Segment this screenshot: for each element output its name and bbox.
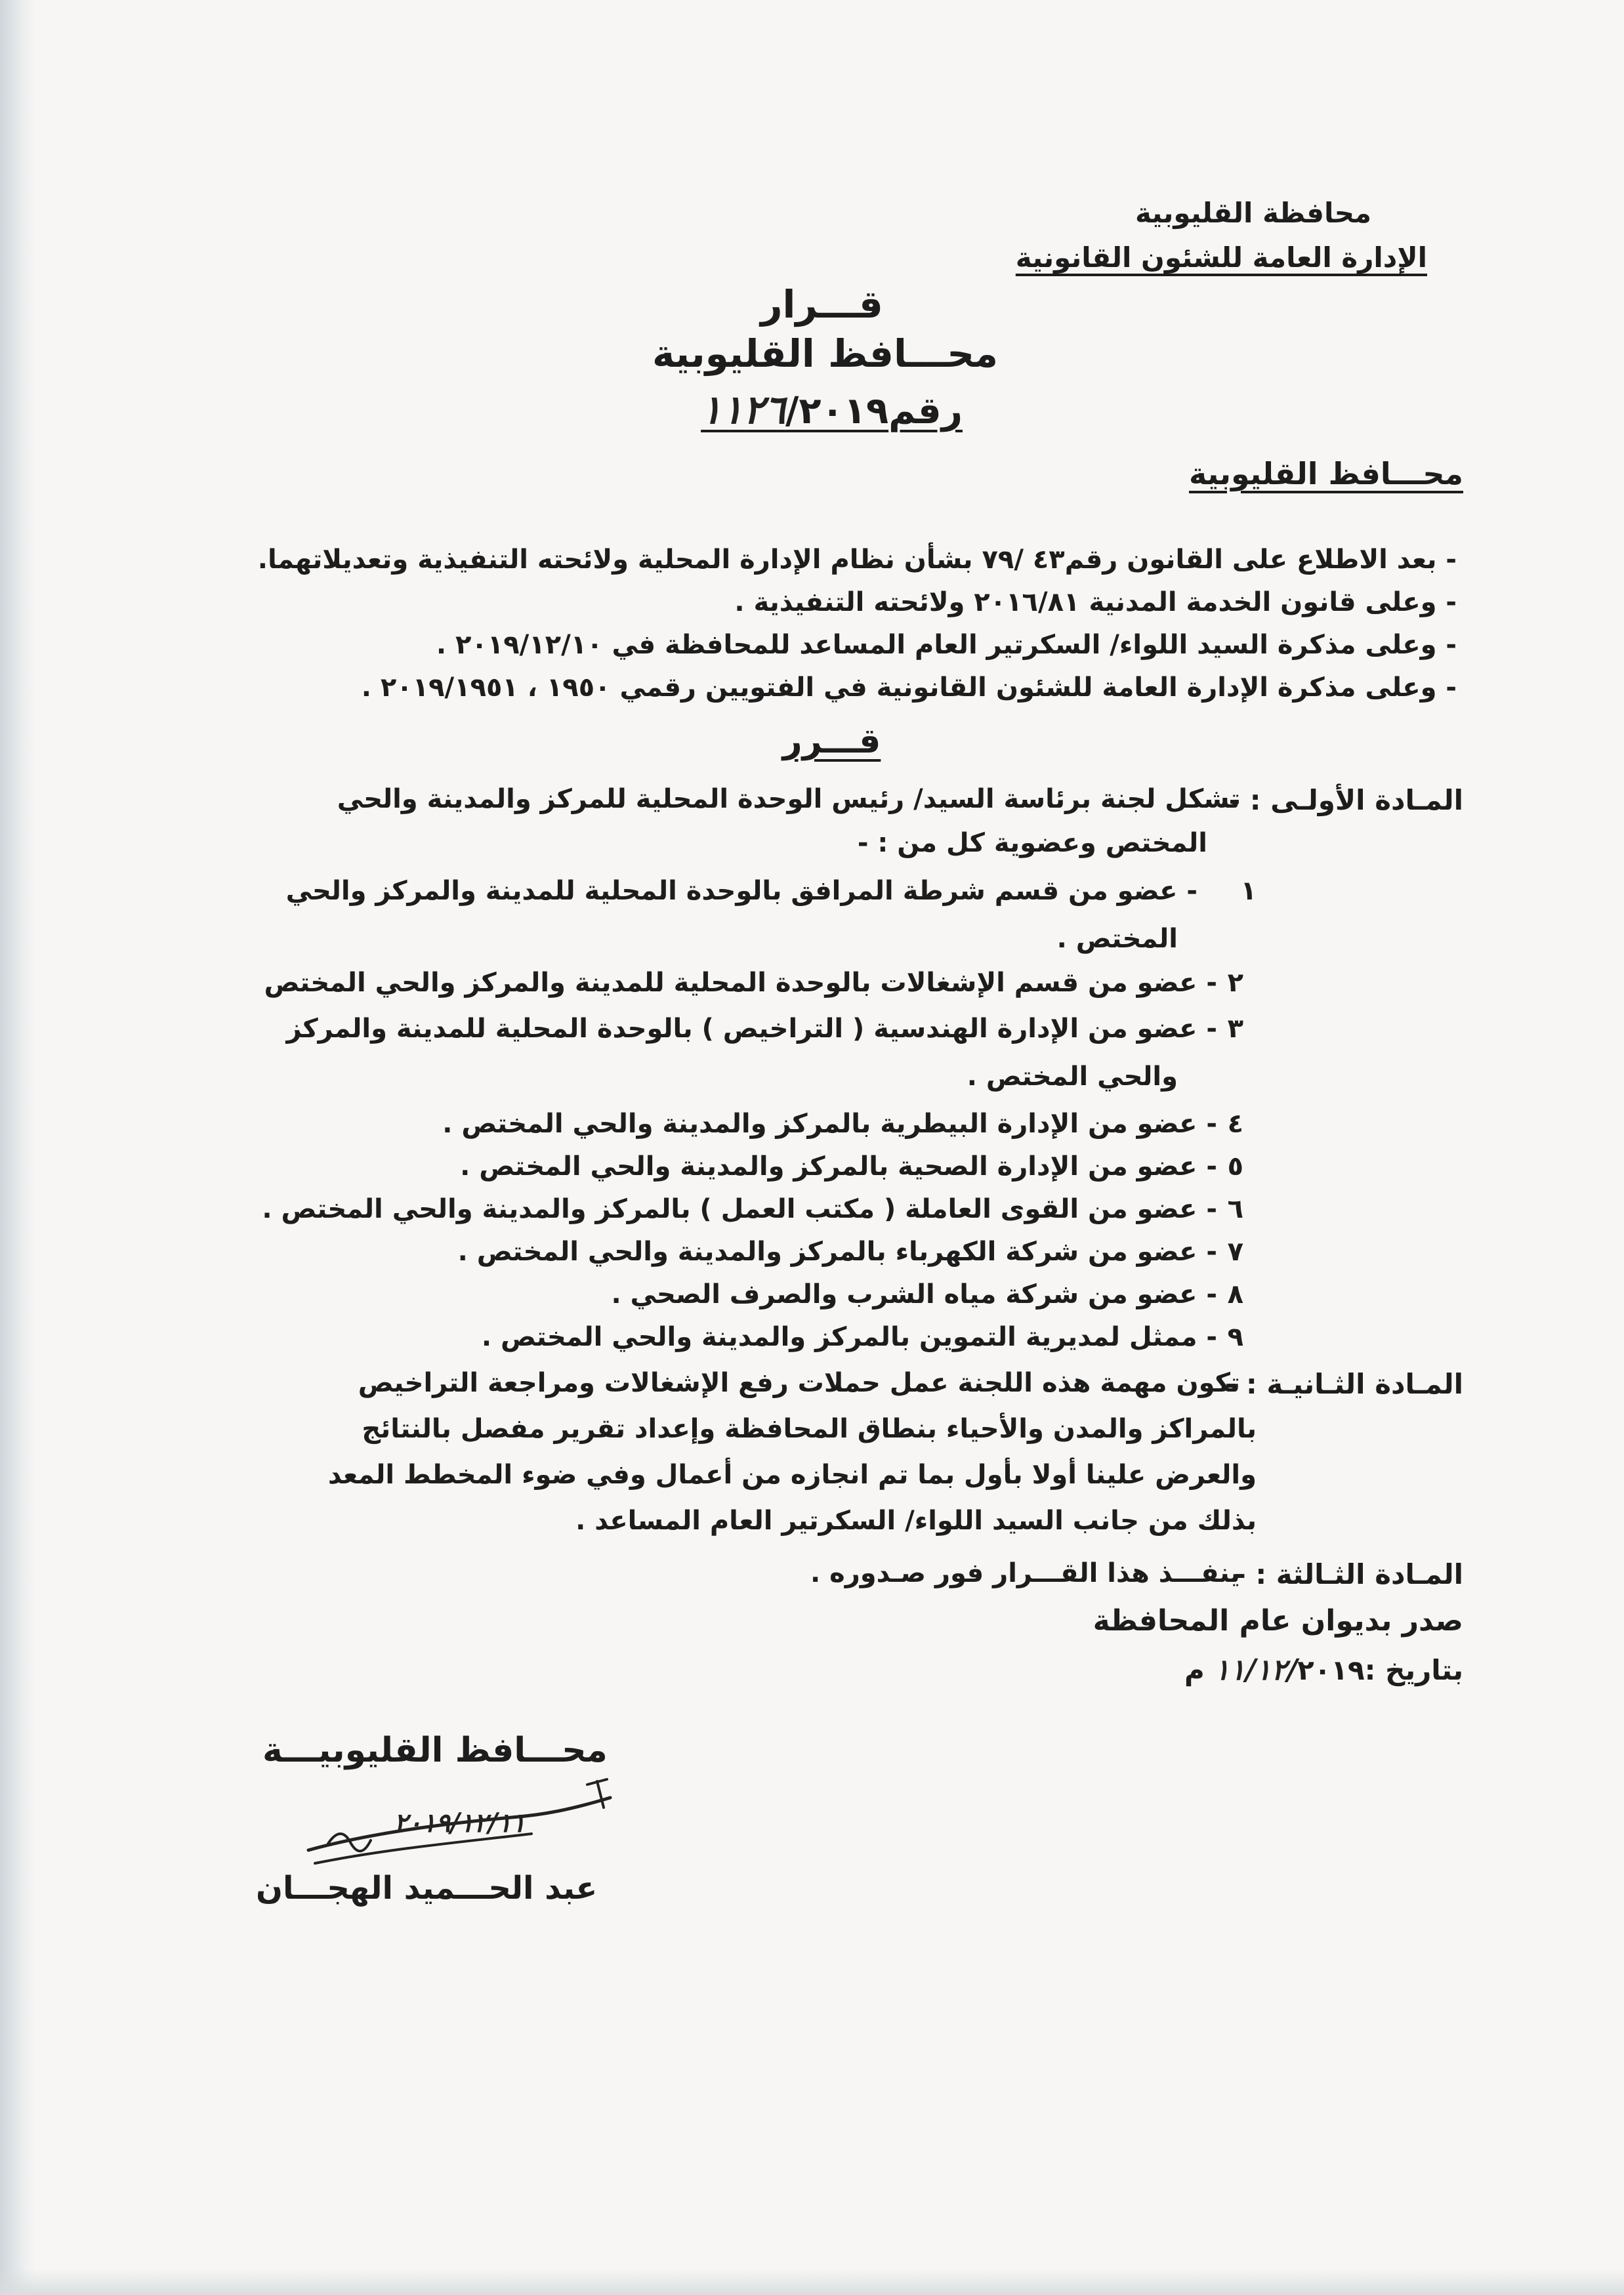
item-number: ٥ [1227,1151,1243,1182]
preamble-line-4: - وعلى مذكرة الإدارة العامة للشئون القانونية في الفتويين رقمي ١٩٥٠ ، ٢٠١٩/١٩٥١ . [361,672,1457,703]
item-text: - عضو من الإدارة الصحية بالمركز والمدينة والحي المختص . [460,1151,1217,1182]
item-number: ١ [1240,876,1257,906]
issued-at: صدر بديوان عام المحافظة [1093,1604,1463,1638]
item-text: - عضو من القوى العاملة ( مكتب العمل ) بالمركز والمدينة والحي المختص . [262,1194,1217,1224]
item-number: ٧ [1227,1237,1243,1267]
preamble-line-2: - وعلى قانون الخدمة المدنية ٢٠١٦/٨١ ولائحته التنفيذية . [734,587,1457,617]
item-number: ٢ [1227,968,1243,998]
signature-handwritten-date: ٢٠١٩/١٢/١١ [394,1808,526,1838]
issue-date [1184,1653,1463,1687]
article-1-label: المـادة الأولـى : - [1228,784,1463,816]
article-1-line-1: تشكل لجنة برئاسة السيد/ رئيس الوحدة المحلية للمركز والمدينة والحي [337,784,1240,814]
item-number: ٨ [1227,1279,1243,1310]
header-governorate: محافظة القليوبية [1135,197,1371,229]
decision-number [701,387,963,433]
article-2-line-3: والعرض علينا أولا بأول بما تم انجازه من أعمال وفي ضوء المخطط المعد [327,1460,1257,1490]
item-text: - ممثل لمديرية التموين بالمركز والمدينة والحي المختص . [481,1322,1217,1352]
item-text: - عضو من شركة الكهرباء بالمركز والمدينة والحي المختص . [457,1237,1217,1267]
decision-issuer: محـــافظ القليوبية [652,331,998,376]
header-department: الإدارة العامة للشئون القانونية [1015,241,1427,274]
item-number: ٤ [1227,1109,1243,1139]
addressee-title: محـــافظ القليوبية [1189,456,1463,491]
article-3-text: ينفـــذ هذا القـــرار فور صـدوره . [810,1558,1240,1588]
item-number: ٦ [1227,1194,1243,1224]
decision-number-year: /٢٠١٩ [785,390,889,432]
item-number: ٣ [1227,1014,1243,1044]
item-text-cont: والحي المختص . [967,1062,1178,1092]
signature-title: محـــافظ القليوبيـــة [262,1731,608,1770]
item-text: - عضو من الإدارة البيطرية بالمركز والمدينة والحي المختص . [442,1109,1217,1139]
item-text: - عضو من شركة مياه الشرب والصرف الصحي . [611,1279,1217,1310]
item-text: - عضو من الإدارة الهندسية ( التراخيص ) بالوحدة المحلية للمدينة والمركز [286,1014,1217,1044]
decision-number-handwritten: ١١٢٦ [701,387,785,433]
decision-number-prefix: رقم [888,390,963,432]
article-2-line-4: بذلك من جانب السيد اللواء/ السكرتير العام المساعد . [575,1506,1257,1536]
preamble-line-1: - بعد الاطلاع على القانون رقم٤٣ /٧٩ بشأن نظام الإدارة المحلية ولائحته التنفيذية وتعديلاتهما. [257,545,1457,575]
article-1-line-2: المختص وعضوية كل من : - [857,828,1207,858]
issue-date-year: ٢٠١٩ م [1184,1654,1365,1686]
article-2-line-1: تكون مهمة هذه اللجنة عمل حملات رفع الإشغالات ومراجعة التراخيص [358,1368,1240,1398]
article-3-label: المـادة الثـالثة : - [1234,1558,1463,1590]
issue-date-handwritten: ١١/١٢/ [1214,1653,1298,1687]
preamble-line-3: - وعلى مذكرة السيد اللواء/ السكرتير العام المساعد للمحافظة في ٢٠١٩/١٢/١٠ . [436,630,1457,660]
item-text: - عضو من قسم الإشغالات بالوحدة المحلية للمدينة والمركز والحي المختص [264,968,1217,998]
article-2-label: المـادة الثـانيـة : - [1224,1368,1463,1400]
item-text: - عضو من قسم شرطة المرافق بالوحدة المحلية للمدينة والمركز والحي [285,876,1197,906]
signatory-name: عبد الحـــميد الهجـــان [256,1870,598,1907]
scan-bottom-shadow [0,2269,1624,2295]
item-number: ٩ [1227,1322,1243,1352]
article-2-line-2: بالمراكز والمدن والأحياء بنطاق المحافظة وإعداد تقرير مفصل بالنتائج [362,1414,1257,1444]
item-text-cont: المختص . [1056,924,1178,954]
issue-date-prefix: بتاريخ : [1364,1654,1463,1686]
decided-heading: قـــرر [782,722,881,761]
decision-word: قـــرار [760,282,883,327]
